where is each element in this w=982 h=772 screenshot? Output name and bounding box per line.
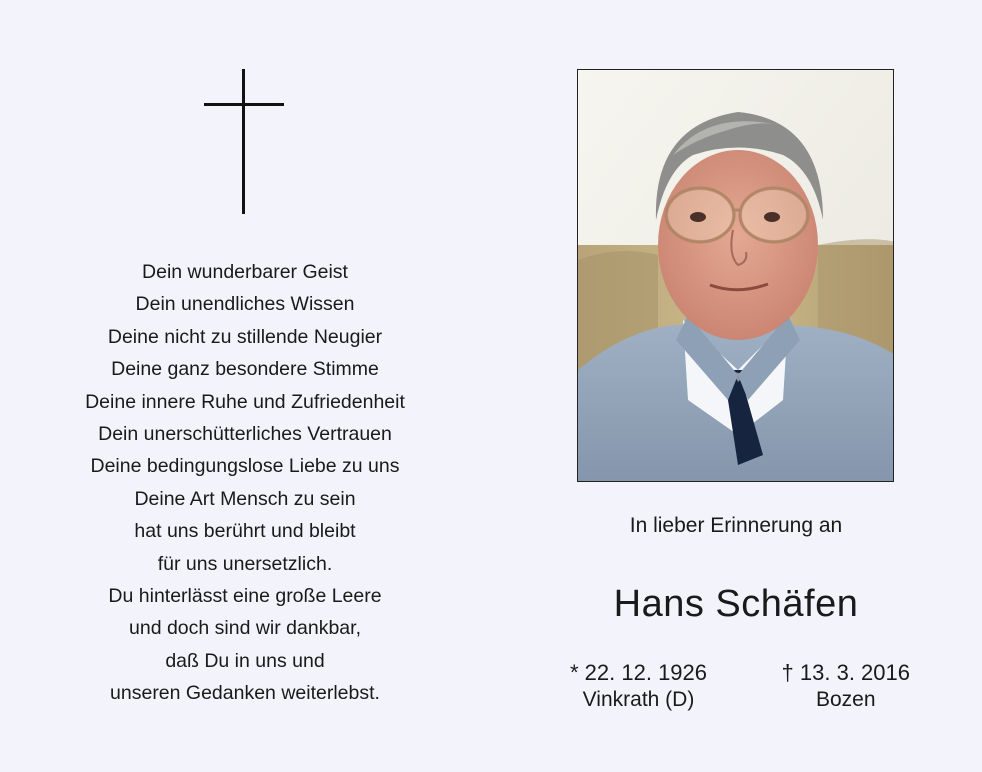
death-info [782, 660, 910, 712]
death-date: † 13. 3. 2016 [781, 660, 910, 685]
birth-info [570, 660, 707, 712]
poem-line: Deine bedingungslose Liebe zu uns [90, 455, 400, 478]
portrait-photo [577, 69, 894, 482]
poem-line: Deine innere Ruhe und Zufriedenheit [85, 390, 405, 413]
memorial-intro: In lieber Erinnerung an [629, 514, 843, 537]
deceased-name: Hans Schäfen [613, 583, 859, 625]
portrait-illustration [578, 70, 894, 482]
poem [40, 256, 450, 710]
poem-line: Dein wunderbarer Geist [142, 261, 348, 283]
poem-line: Dein unendliches Wissen [135, 293, 355, 316]
birth-place: Vinkrath (D) [582, 688, 695, 711]
poem-line: Dein unerschütterliches Vertrauen [98, 423, 392, 446]
poem-line: daß Du in uns und [165, 649, 325, 672]
poem-line: Deine ganz besondere Stimme [111, 358, 379, 381]
poem-line: Du hinterlässt eine große Leere [108, 585, 382, 608]
poem-line: und doch sind wir dankbar, [129, 617, 361, 640]
poem-line: unseren Gedanken weiterlebst. [110, 682, 380, 705]
cross-icon [204, 69, 284, 214]
poem-line: Deine nicht zu stillende Neugier [107, 325, 383, 348]
cross-vertical-bar [242, 69, 245, 214]
poem-line: für uns unersetzlich. [157, 552, 333, 575]
birth-date: * 22. 12. 1926 [570, 660, 708, 685]
life-dates [570, 660, 910, 712]
poem-line: hat uns berührt und bleibt [134, 520, 356, 543]
poem-line: Deine Art Mensch zu sein [134, 487, 356, 510]
death-place: Bozen [816, 688, 876, 711]
cross-horizontal-bar [204, 103, 284, 106]
